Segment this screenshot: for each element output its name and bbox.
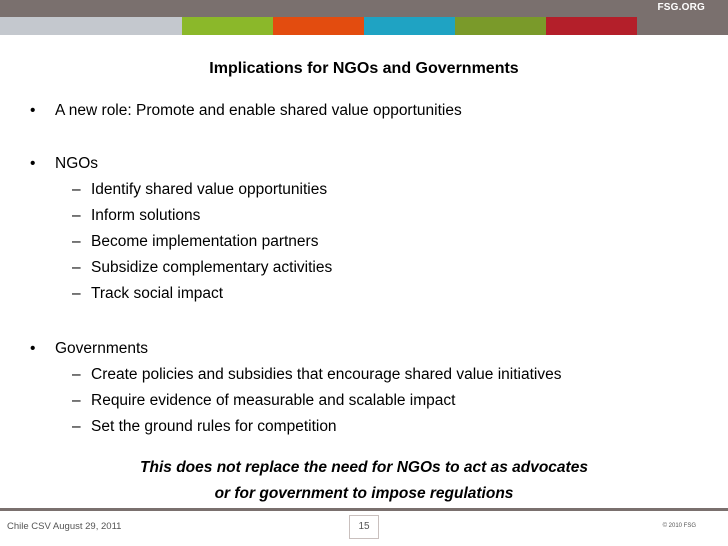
sub-item-text: Create policies and subsidies that encourage shared value initiatives [91,366,562,383]
sub-item-text: Set the ground rules for competition [91,418,337,435]
sub-item-text: Inform solutions [91,207,201,224]
bullet-text: NGOs [55,155,99,172]
brand-label: FSG.ORG [657,2,705,13]
bullet-marker: • [30,155,36,172]
slide-title-text: Implications for NGOs and Governments [209,60,519,77]
dash-marker: – [72,285,81,302]
bullet-marker: • [30,102,36,119]
dash-marker: – [72,181,81,198]
sub-item-text: Subsidize complementary activities [91,259,333,276]
top-bar [0,0,728,17]
sub-item-text: Become implementation partners [91,233,319,250]
strip-segment [546,17,637,35]
bullet-text: Governments [55,340,149,357]
page-number: 15 [349,515,379,539]
dash-marker: – [72,207,81,224]
strip-segment [273,17,364,35]
dash-marker: – [72,366,81,383]
closing-note-line2: or for government to impose regulations [214,485,514,502]
strip-segment [364,17,455,35]
dash-marker: – [72,418,81,435]
closing-note-line1: This does not replace the need for NGOs to act as advocates [140,459,588,476]
footer-date-label: Chile CSV August 29, 2011 [7,521,122,532]
copyright-label: © 2010 FSG [662,523,696,529]
strip-segment [0,17,182,35]
color-strip [0,17,728,35]
sub-item-text: Require evidence of measurable and scalable impact [91,392,456,409]
strip-segment [182,17,273,35]
strip-segment [455,17,546,35]
sub-item-text: Track social impact [91,285,224,302]
dash-marker: – [72,259,81,276]
dash-marker: – [72,233,81,250]
bullet-marker: • [30,340,36,357]
slide-title [0,60,728,78]
strip-segment [637,17,728,35]
footer [0,511,728,546]
bullet-text: A new role: Promote and enable shared value opportunities [55,102,462,119]
sub-item-text: Identify shared value opportunities [91,181,328,198]
dash-marker: – [72,392,81,409]
